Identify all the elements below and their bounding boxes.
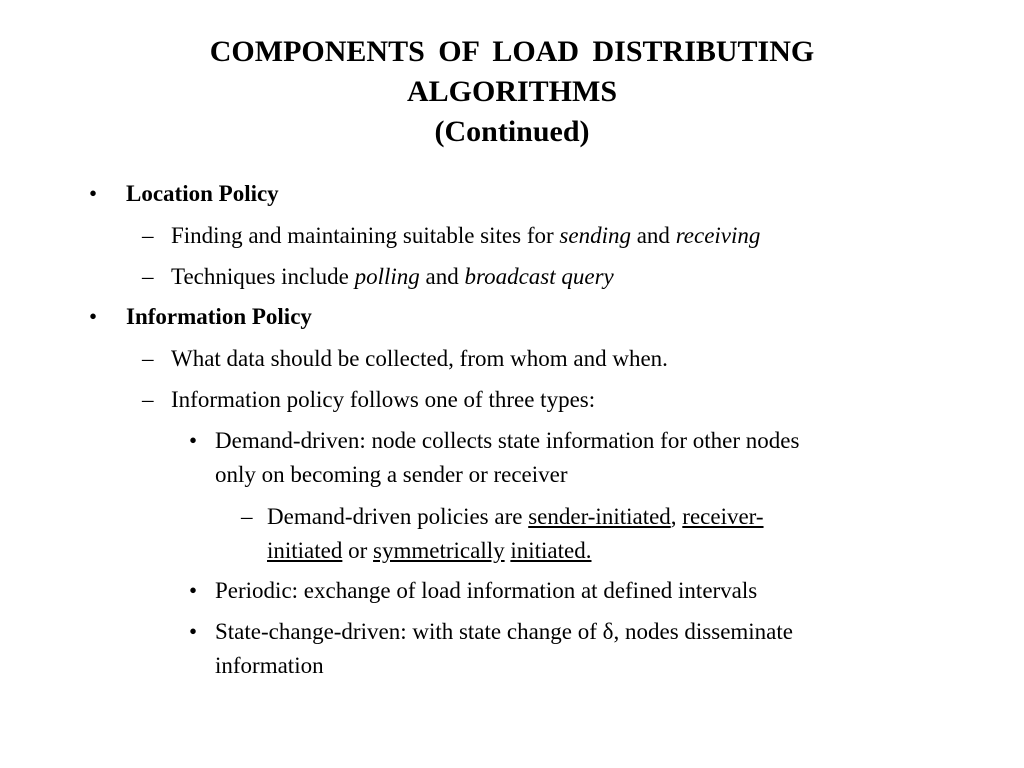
bullet-dash: –: [142, 387, 154, 412]
text: and: [630, 223, 676, 248]
underlined-initiated: initiated.: [510, 538, 592, 563]
bullet-dot: •: [89, 304, 98, 329]
text: ,: [670, 504, 683, 529]
text: Periodic: exchange of load information at defined intervals: [215, 578, 758, 603]
text: Demand-driven policies are: [267, 504, 529, 529]
bullet-dot: •: [189, 619, 198, 644]
subitem-line-2: [267, 534, 764, 568]
emphasis-receiving: receiving: [675, 223, 761, 248]
title-line-3: (Continued): [434, 115, 590, 148]
bullet-dash: –: [142, 346, 154, 371]
periodic-item: [189, 574, 758, 608]
state-change-item: [189, 615, 793, 683]
text: and: [419, 264, 465, 289]
underlined-receiver-initiated-part2: initiated: [267, 538, 343, 563]
slide-title: [0, 32, 1024, 152]
bullet-dot: •: [189, 578, 198, 603]
text: Information policy follows one of three types:: [171, 387, 596, 412]
bullet-dash: –: [142, 223, 154, 248]
information-policy-item-1: [142, 342, 668, 376]
bullet-dash: –: [142, 264, 154, 289]
state-change-line-1: State-change-driven: with state change of δ, nodes disseminate: [215, 619, 793, 644]
bullet-location-policy: [89, 177, 279, 211]
information-policy-item-2: [142, 383, 596, 417]
text: What data should be collected, from whom and when.: [171, 346, 668, 371]
text: Finding and maintaining suitable sites for: [171, 223, 560, 248]
emphasis-polling: polling: [354, 264, 420, 289]
bullet-information-policy: [89, 300, 312, 334]
bullet-dot: •: [189, 428, 198, 453]
location-policy-heading: Location Policy: [126, 181, 279, 206]
underlined-sender-initiated: sender-initiated: [528, 504, 671, 529]
text: Techniques include: [171, 264, 355, 289]
demand-driven-item: [189, 424, 800, 492]
emphasis-sending: sending: [559, 223, 631, 248]
location-policy-item-1: [142, 219, 761, 253]
subitem-line-1: [267, 500, 764, 534]
emphasis-broadcast-query: broadcast query: [464, 264, 614, 289]
title-line-1: COMPONENTS OF LOAD DISTRIBUTING: [209, 35, 815, 68]
information-policy-heading: Information Policy: [126, 304, 312, 329]
demand-driven-line-1: Demand-driven: node collects state information for other nodes: [215, 428, 800, 453]
text: or: [342, 538, 374, 563]
state-change-line-2: information: [215, 653, 324, 678]
underlined-symmetrically: symmetrically: [373, 538, 505, 563]
demand-driven-line-2: only on becoming a sender or receiver: [215, 462, 568, 487]
title-line-2: ALGORITHMS: [406, 75, 618, 108]
underlined-receiver-initiated-part1: receiver-: [682, 504, 764, 529]
location-policy-item-2: [142, 260, 614, 294]
bullet-dot: •: [89, 181, 98, 206]
bullet-dash: –: [241, 504, 253, 529]
demand-driven-subitem: [241, 500, 764, 568]
